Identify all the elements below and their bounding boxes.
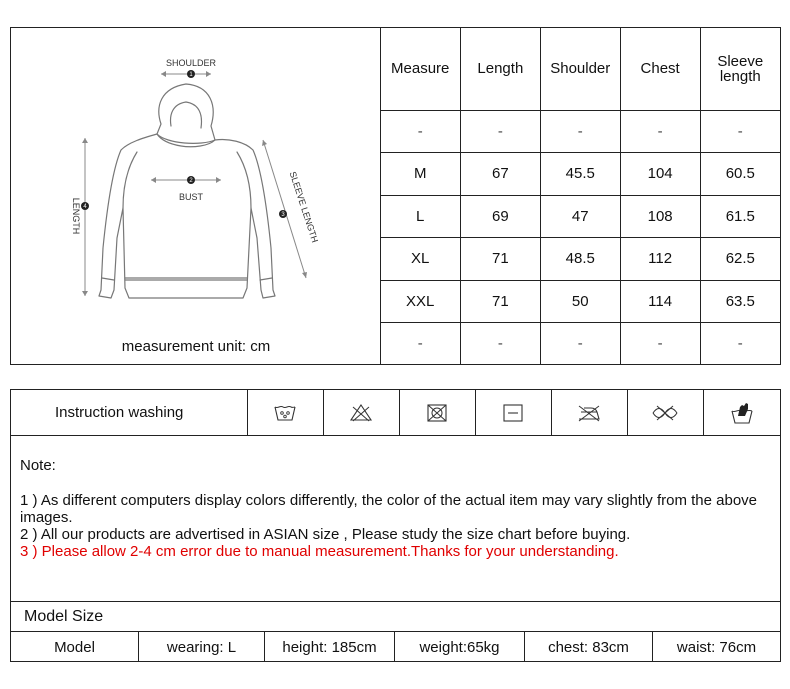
svg-text:3: 3 <box>281 212 285 218</box>
table-cell: - <box>620 323 700 364</box>
table-cell: - <box>460 323 540 364</box>
notes-section <box>10 435 781 601</box>
table-cell: - <box>540 323 620 364</box>
model-cell-waist: waist: 76cm <box>676 638 757 656</box>
model-size-title: Model Size <box>11 602 780 632</box>
marker-sleeve-length <box>279 210 287 218</box>
sleeve-length-label: SLEEVE LENGTH <box>287 170 321 244</box>
flat-dry-icon <box>501 403 525 423</box>
do-not-tumble-dry-icon <box>425 403 449 423</box>
model-size-row <box>11 632 780 662</box>
header-shoulder: Shoulder <box>540 28 620 110</box>
size-table-header-row <box>381 28 780 110</box>
table-cell: 61.5 <box>700 195 780 238</box>
header-chest: Chest <box>620 28 700 110</box>
table-cell: - <box>381 110 461 153</box>
table-cell: - <box>700 323 780 364</box>
table-cell: XXL <box>381 280 461 323</box>
marker-shoulder <box>187 70 195 78</box>
bust-label: BUST <box>178 192 204 202</box>
size-chart <box>10 27 781 365</box>
table-cell: 63.5 <box>700 280 780 323</box>
table-cell: XL <box>381 238 461 281</box>
hand-wash-icon <box>729 401 755 425</box>
note-item-3: 3 ) Please allow 2-4 cm error due to manual measurement.Thanks for your understanding. <box>20 543 619 560</box>
note-item-2: 2 ) All our products are advertised in ASIAN size , Please study the size chart before buying. <box>20 526 631 543</box>
hoodie-diagram-panel <box>11 28 381 364</box>
table-cell: 45.5 <box>540 153 620 196</box>
table-cell: - <box>540 110 620 153</box>
washing-label: Instruction washing <box>11 390 248 435</box>
hoodie-diagram <box>11 28 381 328</box>
header-sleeve-length: Sleeve length <box>700 28 780 110</box>
model-cell-height: height: 185cm <box>265 632 395 662</box>
table-cell: 69 <box>460 195 540 238</box>
hand-wash-30-icon <box>273 403 297 423</box>
table-cell: 62.5 <box>700 238 780 281</box>
table-row <box>381 323 780 364</box>
table-cell: - <box>700 110 780 153</box>
marker-bust <box>187 176 195 184</box>
wash-cell <box>704 390 780 435</box>
svg-text:1: 1 <box>189 72 193 78</box>
table-cell: 71 <box>460 238 540 281</box>
table-row <box>381 110 780 153</box>
hood-opening <box>171 102 202 128</box>
table-cell: M <box>381 153 461 196</box>
table-cell: 112 <box>620 238 700 281</box>
table-cell: 108 <box>620 195 700 238</box>
model-cell-weight: weight:65kg <box>395 632 525 662</box>
model-cell-wearing: wearing: L <box>139 632 265 662</box>
marker-length <box>81 202 89 210</box>
do-not-bleach-icon <box>349 403 373 423</box>
table-row <box>381 153 780 196</box>
table-cell: 60.5 <box>700 153 780 196</box>
wash-cell <box>552 390 628 435</box>
table-cell: 47 <box>540 195 620 238</box>
table-row <box>381 238 780 281</box>
table-row <box>381 195 780 238</box>
table-cell: 48.5 <box>540 238 620 281</box>
table-cell: 71 <box>460 280 540 323</box>
wash-cell <box>476 390 552 435</box>
table-cell: 50 <box>540 280 620 323</box>
measurement-unit-label: measurement unit: cm <box>121 338 271 355</box>
table-cell: 67 <box>460 153 540 196</box>
svg-text:2: 2 <box>189 178 193 184</box>
table-cell: - <box>620 110 700 153</box>
wash-cell <box>324 390 400 435</box>
table-cell: 104 <box>620 153 700 196</box>
do-not-iron-icon <box>576 403 602 423</box>
shoulder-label: SHOULDER <box>165 58 217 68</box>
size-table <box>381 28 780 364</box>
model-cell-chest: chest: 83cm <box>525 632 653 662</box>
table-cell: - <box>381 323 461 364</box>
washing-instructions <box>10 389 781 435</box>
table-cell: L <box>381 195 461 238</box>
notes-title: Note: <box>20 457 56 474</box>
do-not-wring-icon <box>650 403 680 423</box>
model-cell-model: Model <box>11 632 139 662</box>
length-label: LENGTH <box>71 197 81 235</box>
model-size-section <box>10 601 781 662</box>
svg-text:4: 4 <box>83 204 87 210</box>
body-outline <box>99 134 275 298</box>
table-cell: - <box>460 110 540 153</box>
note-item-1: 1 ) As different computers display colors differently, the color of the actual item may vary slightly from the above images. <box>20 492 758 526</box>
header-length: Length <box>460 28 540 110</box>
header-measure: Measure <box>381 28 461 110</box>
table-cell: 114 <box>620 280 700 323</box>
wash-cell <box>628 390 704 435</box>
wash-cell <box>400 390 476 435</box>
hood-outline <box>157 84 215 147</box>
wash-cell <box>248 390 324 435</box>
table-row <box>381 280 780 323</box>
